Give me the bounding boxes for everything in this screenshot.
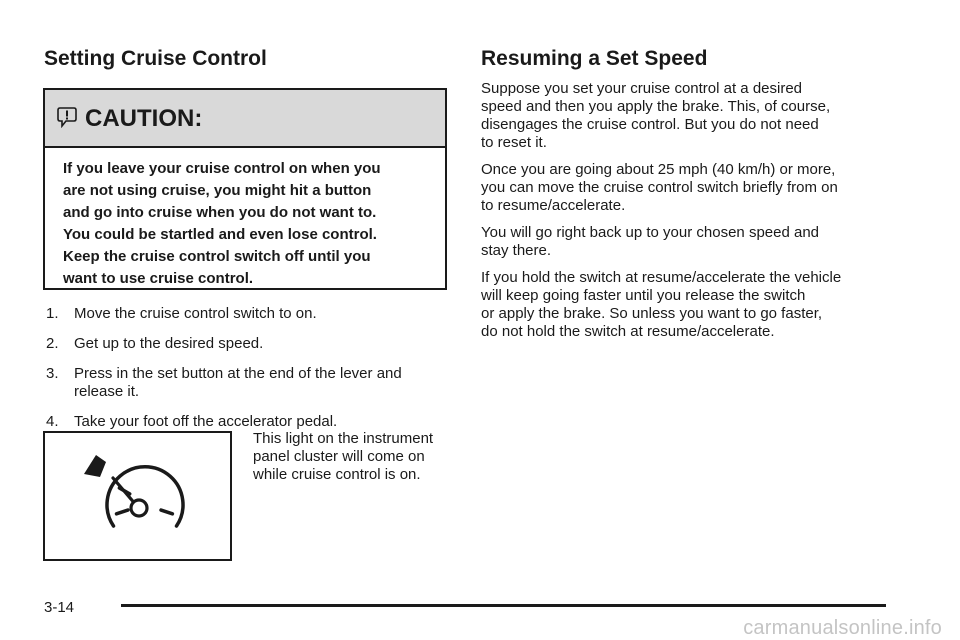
paragraph-line: stay there.: [481, 242, 552, 259]
paragraph: [481, 80, 830, 152]
paragraph-line: to reset it.: [481, 134, 547, 151]
paragraph-line: will keep going faster until you release the switch: [481, 287, 806, 304]
step-number: 1.: [46, 305, 59, 322]
setup-steps-list: [46, 305, 446, 443]
step-item: [46, 305, 446, 323]
paragraph: [481, 224, 819, 260]
step-text: Move the cruise control switch to on.: [74, 305, 317, 322]
page-number: 3-14: [44, 599, 75, 616]
step-text: Get up to the desired speed.: [74, 335, 264, 352]
paragraph-line: Once you are going about 25 mph (40 km/h) or more,: [481, 161, 836, 178]
paragraph-line: or apply the brake. So unless you want to go faster,: [481, 305, 823, 322]
paragraph-line: Suppose you set your cruise control at a desired: [481, 80, 803, 97]
caption-line: This light on the instrument: [253, 430, 434, 447]
caution-title: CAUTION:: [85, 105, 203, 132]
indicator-illustration: [43, 431, 232, 561]
paragraph-line: disengages the cruise control. But you do not need: [481, 116, 819, 133]
paragraph-line: to resume/accelerate.: [481, 197, 626, 214]
caption-line: while cruise control is on.: [253, 466, 421, 483]
paragraph-line: speed and then you apply the brake. This, of course,: [481, 98, 831, 115]
caution-line: You could be startled and even lose control.: [63, 226, 377, 243]
cruise-control-indicator-icon: [45, 433, 230, 559]
paragraph-line: You will go right back up to your chosen speed and: [481, 224, 820, 241]
step-text: Press in the set button at the end of the lever and release it.: [74, 365, 402, 400]
caution-line: are not using cruise, you might hit a button: [63, 182, 372, 199]
caution-line: and go into cruise when you do not want to.: [63, 204, 377, 221]
caution-text: [63, 158, 435, 290]
caution-line: want to use cruise control.: [63, 270, 254, 287]
paragraph-line: If you hold the switch at resume/accelerate the vehicle: [481, 269, 842, 286]
watermark: carmanualsonline.info: [743, 617, 942, 639]
indicator-caption: [253, 430, 433, 484]
step-number: 2.: [46, 335, 59, 352]
paragraph: [481, 161, 838, 215]
section-heading-setting-cruise-control: Setting Cruise Control: [44, 47, 267, 70]
caution-line: Keep the cruise control switch off until you: [63, 248, 371, 265]
caution-line: If you leave your cruise control on when you: [63, 160, 381, 177]
paragraph-line: you can move the cruise control switch briefly from on: [481, 179, 838, 196]
step-text: Take your foot off the accelerator pedal.: [74, 413, 338, 430]
caption-line: panel cluster will come on: [253, 448, 425, 465]
caution-symbol-icon: [57, 106, 77, 128]
caution-box: [43, 88, 447, 290]
step-item: [46, 413, 446, 431]
section-heading-resuming-set-speed: Resuming a Set Speed: [481, 47, 708, 70]
step-number: 4.: [46, 413, 59, 430]
step-item: [46, 335, 446, 353]
step-item: [46, 365, 446, 401]
paragraph-line: do not hold the switch at resume/accelerate.: [481, 323, 775, 340]
caution-header: [45, 90, 445, 148]
step-number: 3.: [46, 365, 59, 382]
paragraph: [481, 269, 841, 341]
footer-divider: [121, 604, 886, 607]
